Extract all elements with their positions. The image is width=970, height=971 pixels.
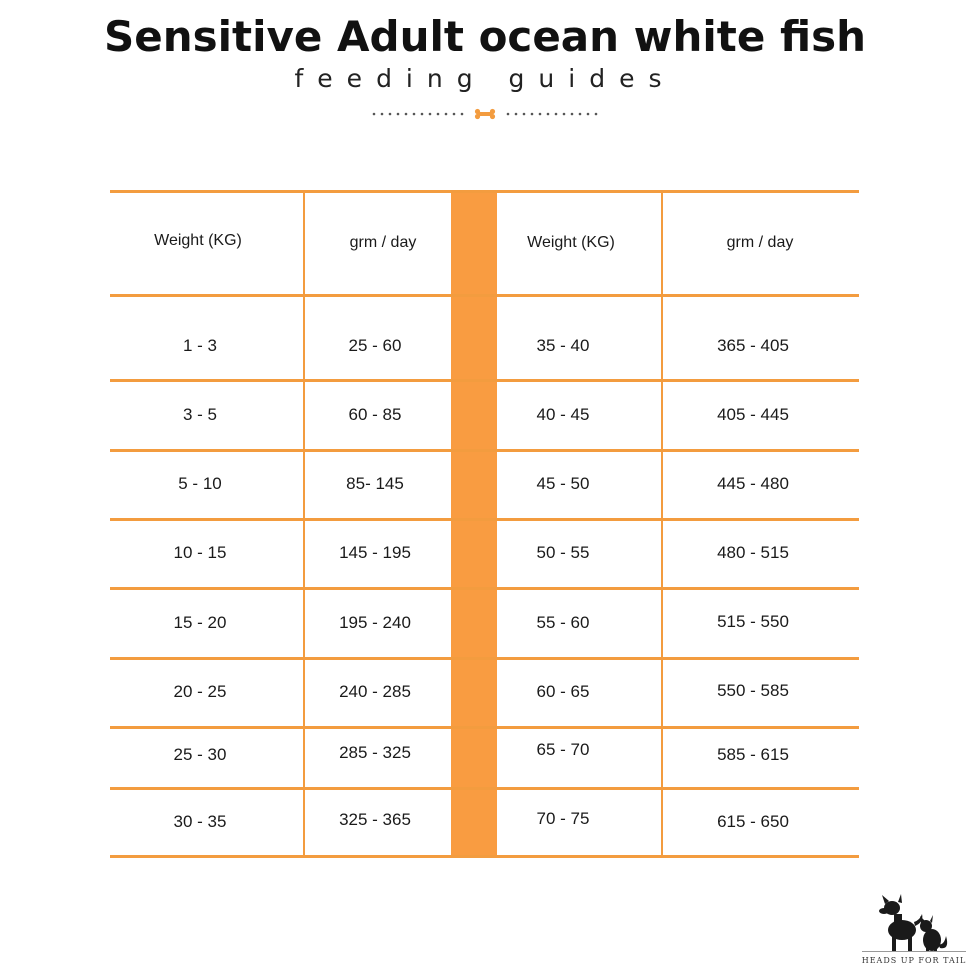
table-cell: 65 - 70 — [536, 740, 590, 759]
table-cell: 285 - 325 — [339, 743, 411, 762]
table-cell: 40 - 45 — [536, 405, 590, 424]
table-cell: 15 - 20 — [173, 613, 227, 632]
table-cell: 70 - 75 — [536, 809, 590, 828]
bone-icon — [475, 109, 495, 119]
header-grams-left: grm / day — [349, 234, 417, 251]
table-column-rule — [661, 190, 663, 858]
table-cell: 365 - 405 — [717, 336, 789, 355]
header-weight-right: Weight (KG) — [527, 234, 615, 251]
header-weight-left: Weight (KG) — [154, 232, 242, 249]
table-cell: 25 - 30 — [173, 745, 227, 764]
dotted-divider — [370, 106, 600, 122]
table-cell: 35 - 40 — [536, 336, 590, 355]
table-rule — [110, 587, 859, 590]
table-rule — [110, 657, 859, 660]
table-cell: 515 - 550 — [717, 612, 789, 631]
table-cell: 195 - 240 — [339, 613, 411, 632]
logo-divider — [862, 951, 966, 952]
feeding-table — [110, 190, 859, 858]
table-cell: 60 - 65 — [536, 682, 590, 701]
table-cell: 1 - 3 — [182, 336, 218, 355]
page-title: Sensitive Adult ocean white fish — [104, 12, 866, 61]
table-cell: 550 - 585 — [717, 681, 789, 700]
table-column-rule — [303, 190, 305, 858]
table-rule — [110, 449, 859, 452]
table-rule — [110, 190, 859, 193]
table-cell: 5 - 10 — [178, 474, 222, 493]
table-cell: 145 - 195 — [339, 543, 411, 562]
table-cell: 45 - 50 — [536, 474, 590, 493]
table-rule — [110, 379, 859, 382]
table-cell: 325 - 365 — [339, 810, 411, 829]
table-rule — [110, 518, 859, 521]
table-cell: 480 - 515 — [717, 543, 789, 562]
brand-logo — [858, 892, 970, 971]
table-rule — [110, 726, 859, 729]
table-cell: 240 - 285 — [339, 682, 411, 701]
table-rule — [110, 294, 859, 297]
table-cell: 55 - 60 — [536, 613, 590, 632]
table-cell: 20 - 25 — [173, 682, 227, 701]
table-cell: 25 - 60 — [348, 336, 402, 355]
table-cell: 585 - 615 — [717, 745, 789, 764]
table-cell: 615 - 650 — [717, 812, 789, 831]
dog-cat-silhouette-icon — [858, 892, 970, 952]
brand-name: HEADS UP FOR TAIL — [861, 956, 967, 965]
table-cell: 3 - 5 — [182, 405, 218, 424]
table-cell: 60 - 85 — [348, 405, 402, 424]
table-cell: 10 - 15 — [173, 543, 227, 562]
table-rule — [110, 787, 859, 790]
center-band — [451, 190, 497, 858]
table-cell: 85- 145 — [346, 474, 404, 493]
table-cell: 445 - 480 — [717, 474, 789, 493]
table-rule — [110, 855, 859, 858]
table-cell: 50 - 55 — [536, 543, 590, 562]
table-cell: 405 - 445 — [717, 405, 789, 424]
header-grams-right: grm / day — [726, 234, 794, 251]
table-cell: 30 - 35 — [173, 812, 227, 831]
page-subtitle: feeding guides — [294, 64, 676, 93]
